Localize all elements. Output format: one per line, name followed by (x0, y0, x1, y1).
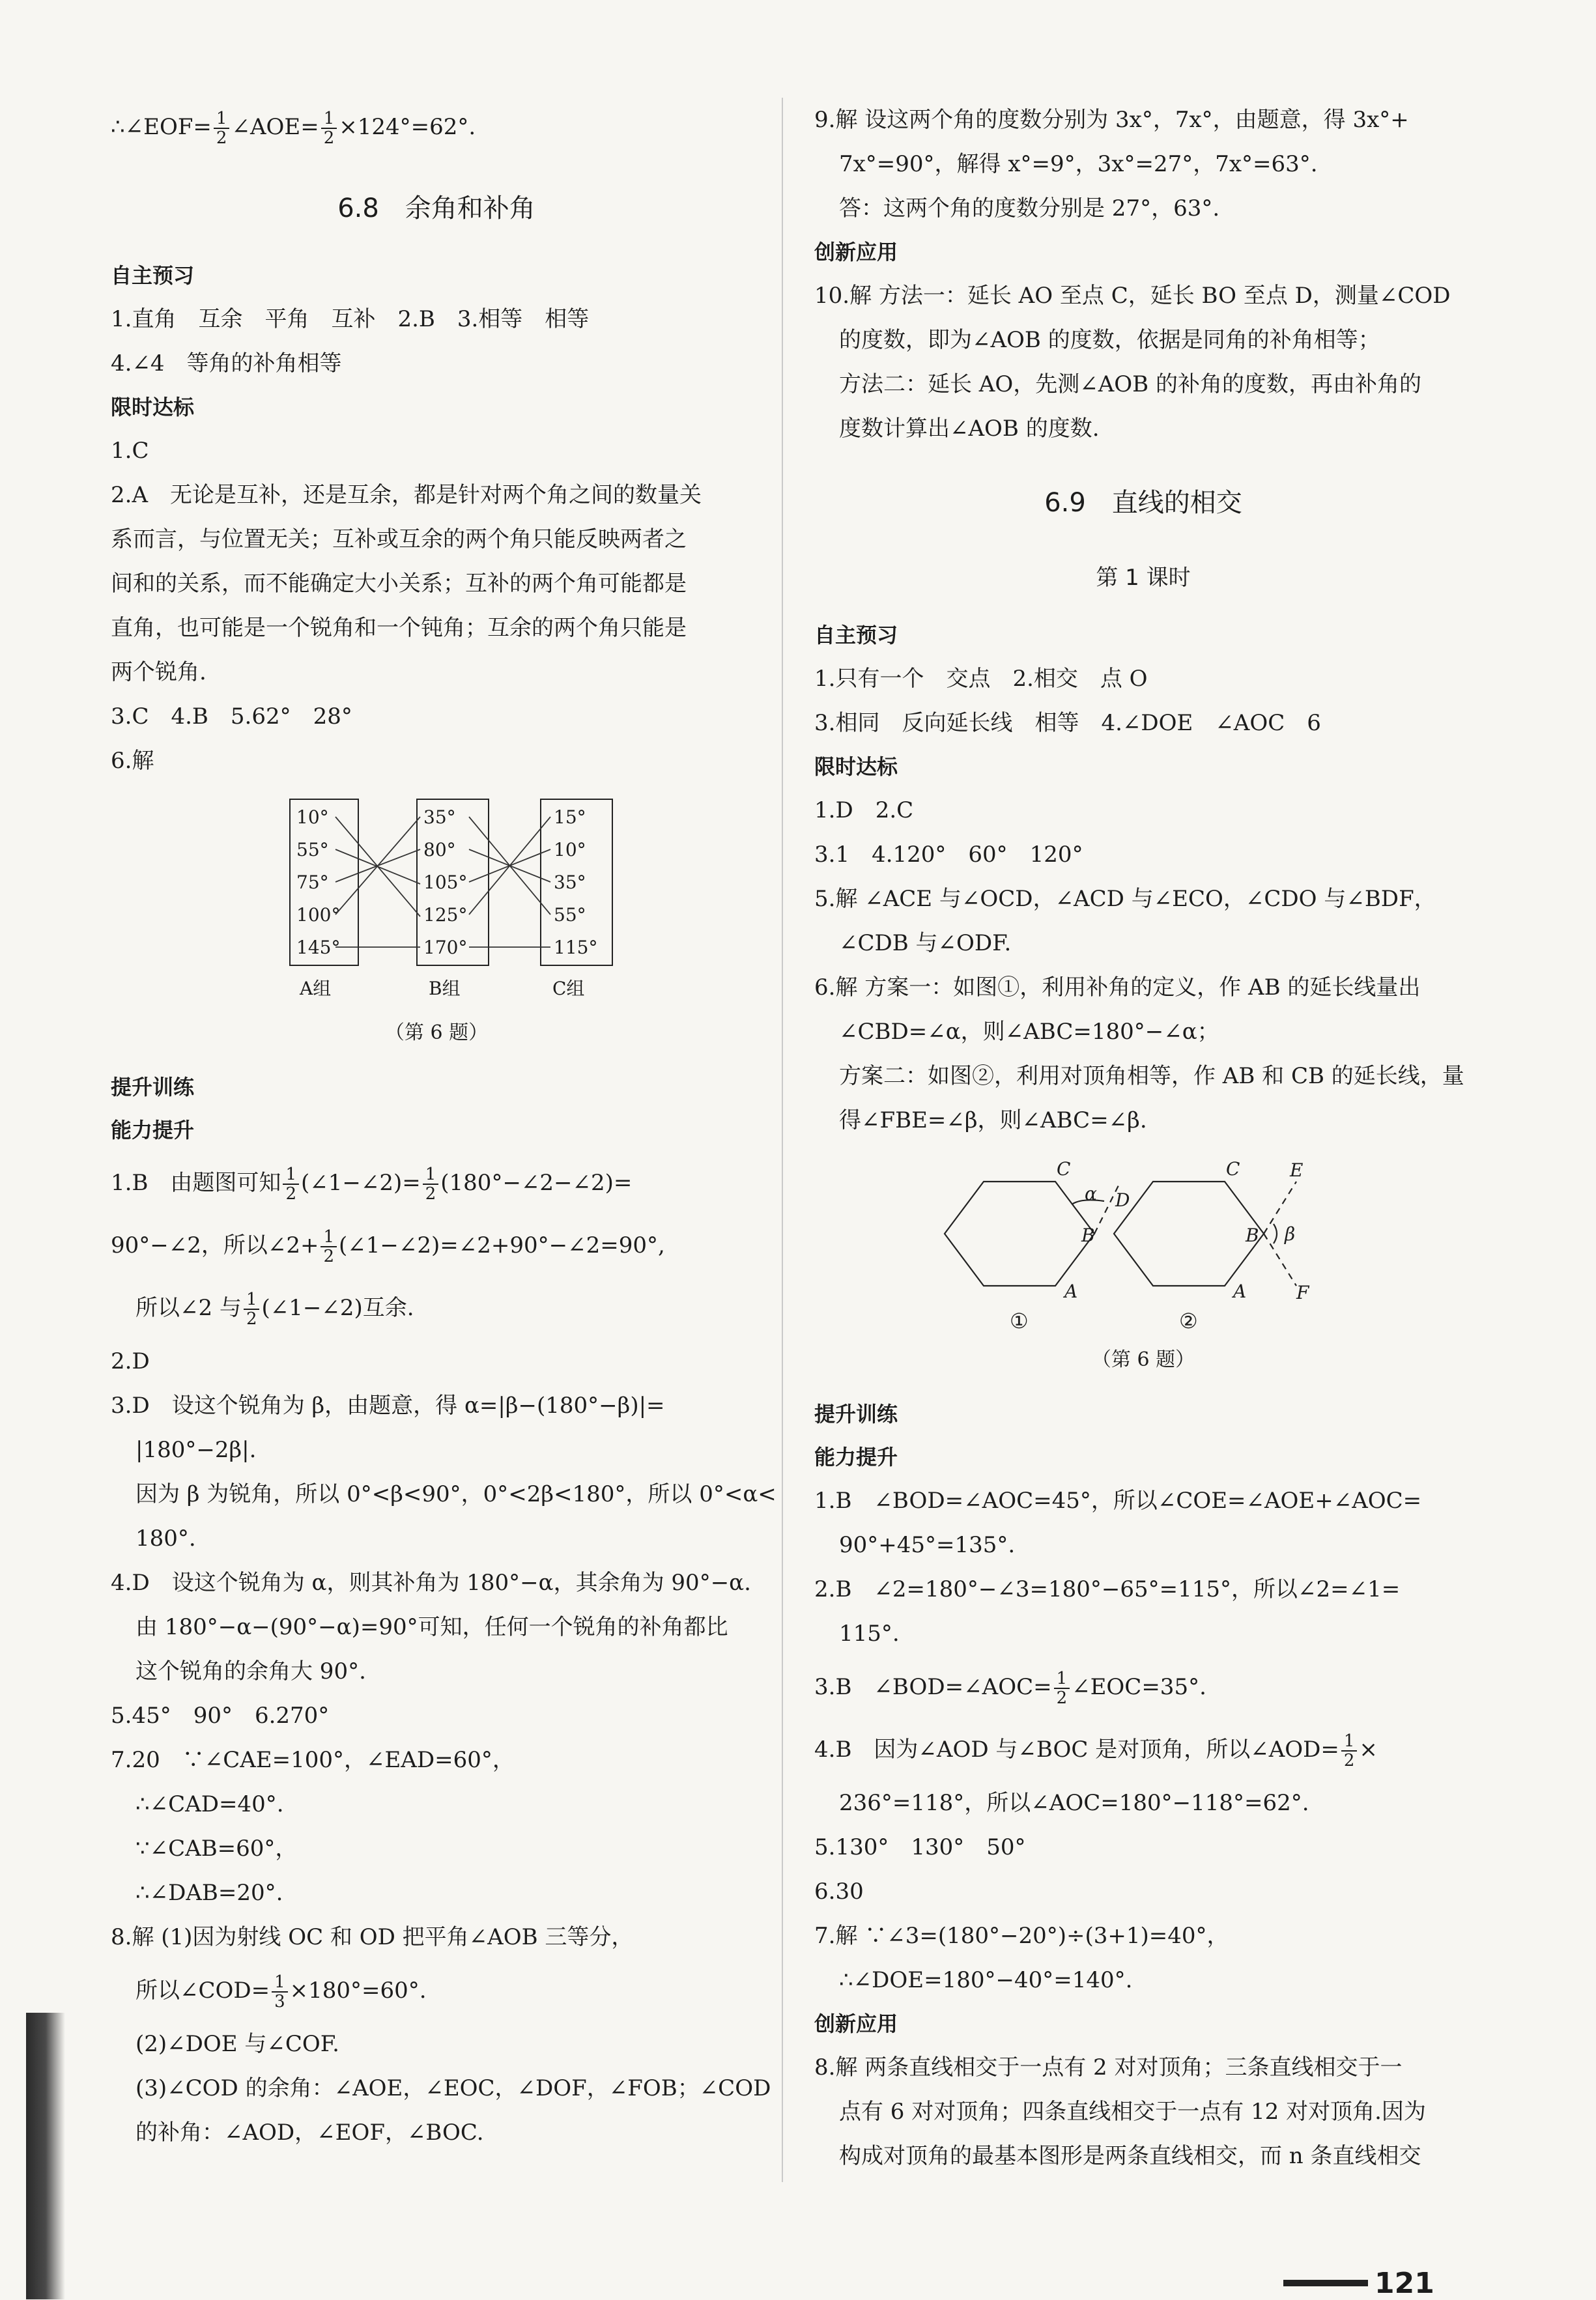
answer-line: 2.B ∠2=180°−∠3=180°−65°=115°，所以∠2=∠1= (814, 1576, 1401, 1602)
intro-line: ∴∠EOF= $\frac{1}{2}$ ∠AOE= $\frac{1}{2}$ ×124°=62°. (111, 109, 476, 148)
fraction: $\frac{1}{2}$ (321, 109, 337, 147)
answer-line: 得∠FBE=∠β，则∠ABC=∠β. (839, 1107, 1147, 1133)
answer-line: 3.C 4.B 5.62° 28° (111, 703, 352, 730)
answer-line: 9.解 设这两个角的度数分别为 3x°，7x°，由题意，得 3x°+ (814, 107, 1409, 133)
figure-number: ① (1010, 1309, 1029, 1333)
group-a-value: 100° (296, 904, 341, 926)
right-column (814, 98, 1472, 2178)
hexagon-2 (1114, 1182, 1264, 1286)
answer-line: 方案二：如图②，利用对顶角相等，作 AB 和 CB 的延长线，量 (839, 1063, 1464, 1089)
section-title: 6.9 直线的相交 (1044, 488, 1242, 518)
group-c-value: 35° (554, 872, 586, 893)
answer-line: 1.直角 互余 平角 互补 2.B 3.相等 相等 (111, 306, 590, 332)
answer-line: 1.B 由题图可知 $\frac{1}{2}$ (∠1−∠2)= $\frac{1}{2}$ (180°−∠2−∠2)= (111, 1165, 633, 1204)
fraction: $\frac{1}{2}$ (214, 109, 230, 147)
answer-line: 系而言，与位置无关；互补或互余的两个角只能反映两者之 (111, 526, 687, 552)
answer-line: 4.∠4 等角的补角相等 (111, 350, 342, 376)
point-label: A (1064, 1281, 1078, 1302)
fraction: $\frac{1}{2}$ (321, 1228, 337, 1266)
answer-line: 90°−∠2，所以∠2+ $\frac{1}{2}$ (∠1−∠2)=∠2+90°−∠2=90°, (111, 1227, 665, 1266)
answer-line: (3)∠COD 的余角：∠AOE，∠EOC，∠DOF，∠FOB；∠COD (135, 2075, 771, 2101)
group-a-value: 55° (296, 839, 329, 860)
fraction: $\frac{1}{3}$ (272, 1973, 288, 2011)
section-title: 6.8 余角和补角 (337, 193, 535, 223)
subheading: 能力提升 (111, 1118, 195, 1143)
hexagon-1 (945, 1182, 1094, 1286)
answer-line: 236°=118°，所以∠AOC=180°−118°=62°. (839, 1790, 1309, 1816)
subheading: 提升训练 (814, 1402, 898, 1427)
point-label: C (1057, 1158, 1071, 1180)
answer-line: 1.只有一个 交点 2.相交 点 O (814, 666, 1148, 692)
fraction: $\frac{1}{2}$ (283, 1165, 299, 1203)
answer-line: 6.解 (111, 748, 154, 774)
subheading: 自主预习 (111, 263, 195, 288)
answer-line: 所以∠COD= $\frac{1}{3}$ ×180°=60°. (135, 1972, 427, 2011)
subheading: 限时达标 (814, 754, 898, 779)
answer-line: ∴∠CAD=40°. (135, 1791, 284, 1817)
group-a-value: 75° (296, 872, 329, 893)
point-label: A (1233, 1281, 1247, 1302)
group-c-value: 15° (554, 806, 586, 828)
answer-line: 的度数，即为∠AOB 的度数，依据是同角的补角相等； (839, 327, 1380, 353)
answer-line: ∠CDB 与∠ODF. (839, 930, 1012, 956)
answer-line: 1.C (111, 438, 149, 464)
answer-line: 3.D 设这个锐角为 β，由题意，得 α=|β−(180°−β)|= (111, 1393, 665, 1419)
figure-number: ② (1179, 1309, 1198, 1333)
group-b-value: 80° (423, 839, 456, 860)
fraction: $\frac{1}{2}$ (423, 1165, 439, 1203)
answer-line: 7x°=90°，解得 x°=9°，3x°=27°，7x°=63°. (839, 151, 1318, 177)
group-a-value: 145° (296, 937, 341, 958)
answer-line: 115°. (839, 1621, 900, 1647)
lesson-title: 第 1 课时 (1096, 565, 1191, 591)
answer-line: 4.B 因为∠AOD 与∠BOC 是对顶角，所以∠AOD= $\frac{1}{2}$ × (814, 1731, 1378, 1770)
answer-line: 2.D (111, 1348, 150, 1374)
answer-line: ∴∠DAB=20°. (135, 1880, 283, 1906)
left-column (111, 98, 777, 2155)
answer-line: 1.D 2.C (814, 797, 914, 823)
answer-line: 直角，也可能是一个锐角和一个钝角；互余的两个角只能是 (111, 615, 687, 641)
answer-line: 4.D 设这个锐角为 α，则其补角为 180°−α，其余角为 90°−α. (111, 1570, 751, 1596)
group-c-value: 55° (554, 904, 586, 926)
answer-line: 答：这两个角的度数分别是 27°，63°. (839, 195, 1220, 221)
answer-line: 7.解 ∵∠3=(180°−20°)÷(3+1)=40°， (814, 1923, 1229, 1949)
hexagon-figure (814, 1156, 1472, 1380)
answer-line: 方法二：延长 AO，先测∠AOB 的补角的度数，再由补角的 (839, 371, 1421, 397)
answer-line: 间和的关系，而不能确定大小关系；互补的两个角可能都是 (111, 571, 687, 597)
answer-line: 2.A 无论是互补，还是互余，都是针对两个角之间的数量关 (111, 482, 702, 508)
answer-line: 10.解 方法一：延长 AO 至点 C，延长 BO 至点 D，测量∠COD (814, 283, 1451, 309)
answer-line: 6.解 方案一：如图①，利用补角的定义，作 AB 的延长线量出 (814, 974, 1421, 1001)
group-b-value: 35° (423, 806, 456, 828)
answer-line: 3.B ∠BOD=∠AOC= $\frac{1}{2}$ ∠EOC=35°. (814, 1669, 1206, 1708)
answer-line: 90°+45°=135°. (839, 1532, 1016, 1558)
subheading: 创新应用 (814, 2011, 898, 2036)
group-c-value: 115° (554, 937, 598, 958)
answer-line: 这个锐角的余角大 90°. (135, 1658, 366, 1684)
answer-line: 8.解 两条直线相交于一点有 2 对对顶角；三条直线相交于一 (814, 2054, 1403, 2080)
answer-line: 3.相同 反向延长线 相等 4.∠DOE ∠AOC 6 (814, 710, 1321, 736)
angle-arc (1274, 1224, 1277, 1243)
group-c-value: 10° (554, 839, 586, 860)
answer-line: 所以∠2 与 $\frac{1}{2}$ (∠1−∠2)互余. (135, 1290, 414, 1329)
fraction: $\frac{1}{2}$ (1341, 1732, 1358, 1770)
subheading: 创新应用 (814, 240, 898, 264)
subheading: 限时达标 (111, 395, 195, 419)
answer-line: 8.解 (1)因为射线 OC 和 OD 把平角∠AOB 三等分， (111, 1924, 634, 1950)
column-divider (782, 98, 783, 2182)
answer-line: 180°. (135, 1526, 196, 1552)
answer-line: 的补角：∠AOD，∠EOF，∠BOC. (135, 2120, 484, 2146)
figure-caption: （第 6 题） (1091, 1348, 1195, 1371)
answer-line: 5.130° 130° 50° (814, 1834, 1026, 1860)
answer-line: (2)∠DOE 与∠COF. (135, 2031, 339, 2057)
subheading: 能力提升 (814, 1445, 898, 1469)
matching-diagram (111, 796, 762, 1011)
answer-line: 点有 6 对对顶角；四条直线相交于一点有 12 对对顶角.因为 (839, 2099, 1426, 2125)
point-label: D (1115, 1189, 1130, 1211)
answer-line: 度数计算出∠AOB 的度数. (839, 416, 1100, 442)
angle-label: α (1085, 1183, 1097, 1204)
subheading: 提升训练 (111, 1075, 195, 1100)
answer-line: 因为 β 为锐角，所以 0°<β<90°，0°<2β<180°，所以 0°<α< (135, 1481, 777, 1507)
group-c-label: C组 (552, 978, 585, 999)
group-b-value: 170° (423, 937, 468, 958)
point-label: E (1290, 1159, 1304, 1181)
group-b-label: B组 (429, 978, 461, 999)
group-b-value: 105° (423, 872, 468, 893)
answer-line: 1.B ∠BOD=∠AOC=45°，所以∠COE=∠AOE+∠AOC= (814, 1488, 1422, 1514)
answer-line: |180°−2β|. (135, 1437, 257, 1463)
group-b-value: 125° (423, 904, 468, 926)
group-a-label: A组 (300, 978, 332, 999)
page-number-bar (1283, 2280, 1368, 2286)
answer-line: ∴∠DOE=180°−40°=140°. (839, 1967, 1133, 1993)
angle-label: β (1285, 1223, 1296, 1245)
point-label: C (1226, 1158, 1240, 1180)
point-label: B (1081, 1225, 1095, 1246)
subheading: 自主预习 (814, 623, 898, 647)
point-label: B (1246, 1225, 1259, 1246)
answer-line: 两个锐角. (111, 659, 207, 685)
answer-line: 5.解 ∠ACE 与∠OCD，∠ACD 与∠ECO，∠CDO 与∠BDF， (814, 886, 1436, 912)
point-label: F (1296, 1282, 1309, 1303)
answer-line: ∠CBD=∠α，则∠ABC=180°−∠α； (839, 1019, 1219, 1045)
figure-caption: （第 6 题） (384, 1021, 489, 1044)
answer-line: 5.45° 90° 6.270° (111, 1703, 330, 1729)
fraction: $\frac{1}{2}$ (1054, 1669, 1070, 1707)
fraction: $\frac{1}{2}$ (244, 1290, 260, 1328)
angle-matching-figure (111, 796, 762, 1053)
answer-line: 7.20 ∵∠CAE=100°，∠EAD=60°， (111, 1747, 515, 1773)
answer-line: 由 180°−α−(90°−α)=90°可知，任何一个锐角的补角都比 (135, 1614, 728, 1640)
answer-line: 构成对顶角的最基本图形是两条直线相交，而 n 条直线相交 (839, 2143, 1421, 2169)
answer-line: 6.30 (814, 1879, 864, 1905)
group-a-value: 10° (296, 806, 329, 828)
page-edge-shadow (26, 2013, 65, 2299)
answer-line: 3.1 4.120° 60° 120° (814, 842, 1083, 868)
page-number: 121 (1375, 2267, 1434, 2300)
answer-line: ∵∠CAB=60°， (135, 1836, 298, 1862)
hexagon-diagram (814, 1156, 1472, 1338)
